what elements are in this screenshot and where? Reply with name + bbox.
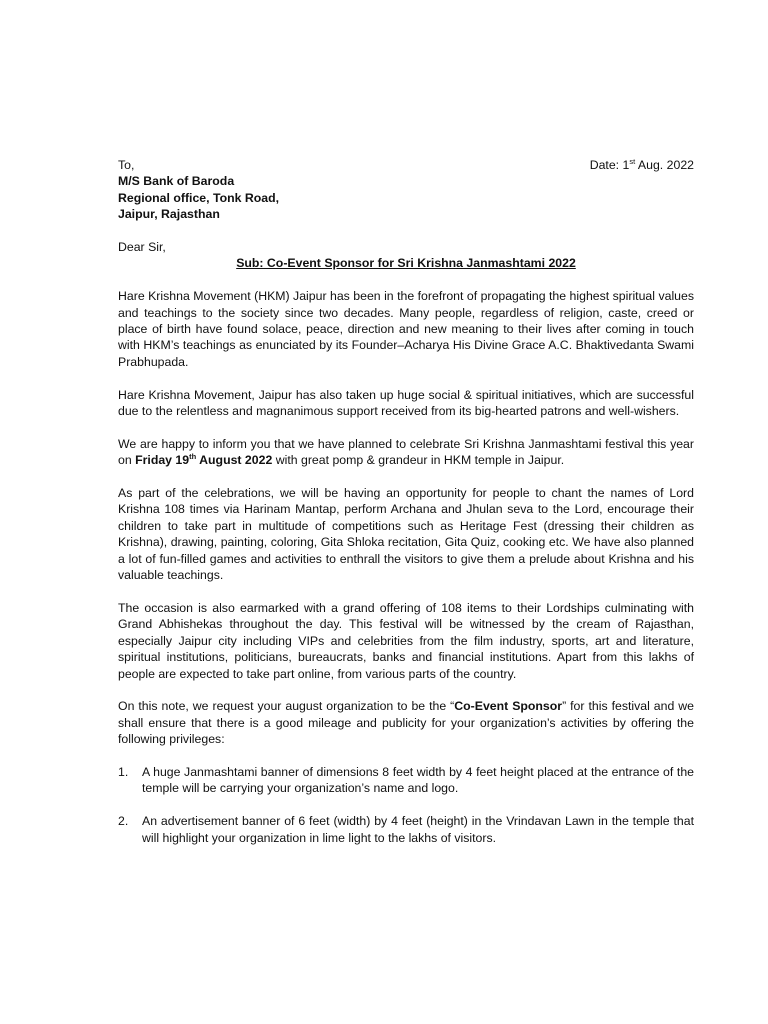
privilege-text: An advertisement banner of 6 feet (width) by 4 feet (height) in the Vrindavan Lawn in the temple that will highlight your organization in lime light to the lakhs of visitors. xyxy=(142,814,694,845)
letter-page xyxy=(118,157,694,862)
recipient-address xyxy=(118,173,694,222)
address-line: Jaipur, Rajasthan xyxy=(118,207,220,222)
header-row xyxy=(118,157,694,173)
paragraph-initiatives: Hare Krishna Movement, Jaipur has also taken up huge social & spiritual initiatives, which are successful due to the relentless and magnanimous support received from its big-hearted patrons and well-wishers. xyxy=(118,387,694,419)
paragraph-celebrations: As part of the celebrations, we will be having an opportunity for people to chant the names of Lord Krishna 108 times via Harinam Mantap, perform Archana and Jhulan seva to the Lord, encourage their children to take part in multitude of competitions such as Heritage Fest (dressing their children as Krishna), drawing, painting, coloring, Gita Shloka recitation, Gita Quiz, cooking etc. We have also planned a lot of fun-filled games and activities to enthrall the visitors to give them a prelude about Krishna and his valuable teachings. xyxy=(118,486,694,583)
to-label: To, xyxy=(118,158,135,172)
paragraph-announcement: We are happy to inform you that we have planned to celebrate Sri Krishna Janmashtami festival this year on Friday 19th August 2022 with great pomp & grandeur in HKM temple in Jaipur. xyxy=(118,436,694,468)
subject-line: Sub: Co-Event Sponsor for Sri Krishna Janmashtami 2022 xyxy=(236,256,576,271)
privilege-text: A huge Janmashtami banner of dimensions 8 feet width by 4 feet height placed at the entrance of the temple will be carrying your organization’s name and logo. xyxy=(142,764,694,796)
privilege-item xyxy=(118,764,694,797)
privileges-list xyxy=(118,764,694,846)
salutation: Dear Sir, xyxy=(118,240,166,255)
privilege-number: 2. xyxy=(118,814,129,829)
privilege-number: 1. xyxy=(118,764,129,779)
paragraph-occasion: The occasion is also earmarked with a grand offering of 108 items to their Lordships culminating with Grand Abhishekas throughout the day. This festival will be witnessed by the cream of Rajasthan, especially Jaipur city including VIPs and celebrities from the film industry, sports, art and literature, spiritual institutions, politicians, bureaucrats, banks and financial institutions. Apart from this lakhs of people are expected to take part online, from various parts of the country. xyxy=(118,600,694,681)
address-line: Regional office, Tonk Road, xyxy=(118,190,280,205)
letter-date: Date: 1st Aug. 2022 xyxy=(589,157,694,172)
address-line: M/S Bank of Baroda xyxy=(118,174,235,189)
paragraph-request: On this note, we request your august organization to be the “Co-Event Sponsor” for this festival and we shall ensure that there is a good mileage and publicity for your organization’s activities by offering the following privileges: xyxy=(118,699,695,747)
paragraph-intro: Hare Krishna Movement (HKM) Jaipur has been in the forefront of propagating the highest spiritual values and teachings to the society since two decades. Many people, regardless of religion, caste, creed or place of birth have found solace, peace, direction and new meaning to their lives after coming in touch with HKM’s teachings as enunciated by its Founder–Acharya His Divine Grace A.C. Bhaktivedanta Swami Prabhupada. xyxy=(118,289,694,369)
privilege-item xyxy=(118,813,694,846)
